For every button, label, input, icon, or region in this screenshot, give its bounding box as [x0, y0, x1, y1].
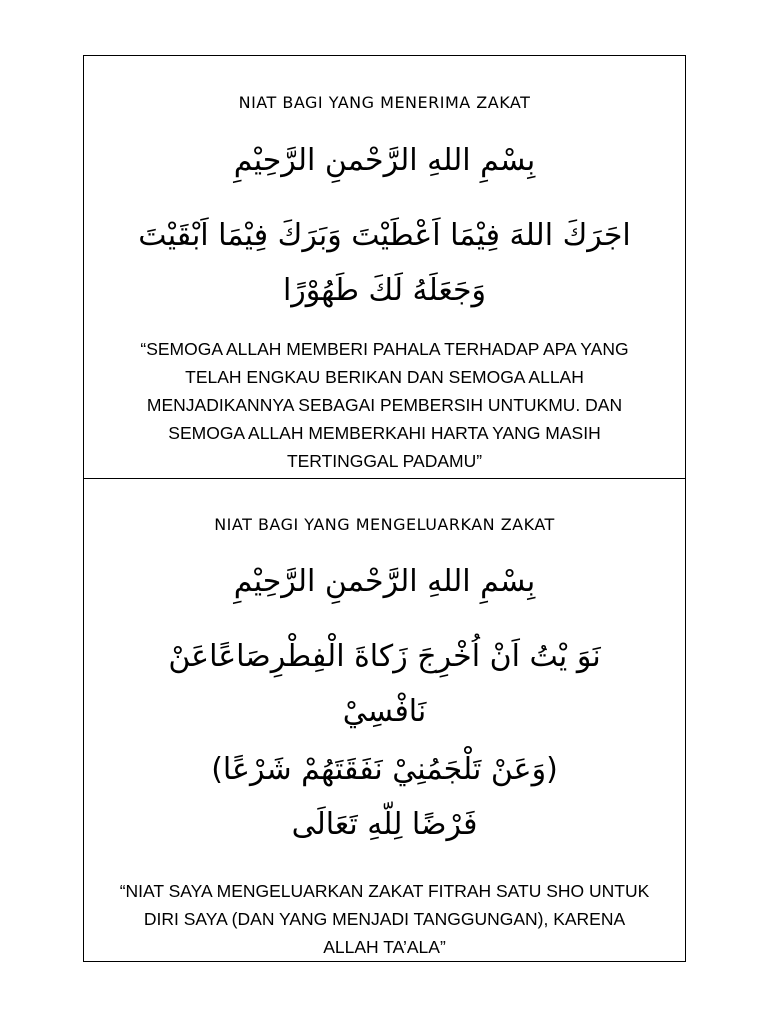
giver-translation-line-1: “NIAT SAYA MENGELUARKAN ZAKAT FITRAH SATU SHO UNTUK: [119, 881, 650, 901]
receiver-doa-line-1: اجَرَكَ اللهَ فِيْمَا اَعْطَيْتَ وَبَرَكَ فِيْمَا اَبْقَيْتَ: [138, 218, 631, 253]
giver-basmala: بِسْمِ اللهِ الرَّحْمنِ الرَّحِيْمِ: [233, 564, 536, 599]
giver-translation: [92, 877, 677, 961]
giver-niat-line-3: (وَعَنْ تَلْجَمُنِيْ نَفَقَتَهُمْ شَرْعًا): [211, 752, 558, 787]
giver-translation-line-2: DIRI SAYA (DAN YANG MENJADI TANGGUNGAN), KARENA: [143, 909, 626, 929]
receiver-heading: NIAT BAGI YANG MENERIMA ZAKAT: [238, 93, 531, 112]
giver-niat-line-4: فَرْضًا لِلّهِ تَعَالَى: [291, 807, 478, 842]
receiver-basmala: بِسْمِ اللهِ الرَّحْمنِ الرَّحِيْمِ: [233, 143, 536, 178]
giver-heading: NIAT BAGI YANG MENGELUARKAN ZAKAT: [214, 515, 555, 534]
giver-niat-line-1: نَوَ يْتُ اَنْ اُخْرِجَ زَكاةَ الْفِطْرِصَاعًاعَنْ: [168, 639, 601, 674]
receiver-translation-line-2: TELAH ENGKAU BERIKAN DAN SEMOGA ALLAH: [185, 367, 584, 387]
receiver-doa-line-2: وَجَعَلَهُ لَكَ طَهُوْرًا: [282, 273, 487, 308]
receiver-translation-line-1: “SEMOGA ALLAH MEMBERI PAHALA TERHADAP APA YANG: [140, 339, 629, 359]
receiver-translation-line-4: SEMOGA ALLAH MEMBERKAHI HARTA YANG MASIH: [168, 423, 601, 443]
receiver-translation-line-5: TERTINGGAL PADAMU”: [286, 451, 483, 471]
zakat-giver-card: [83, 478, 686, 962]
giver-niat-line-2: نَافْسِيْ: [342, 694, 427, 729]
receiver-translation-line-3: MENJADIKANNYA SEBAGAI PEMBERSIH UNTUKMU. DAN: [146, 395, 623, 415]
receiver-translation: [92, 335, 677, 475]
zakat-receiver-card: [83, 55, 686, 479]
giver-translation-line-3: ALLAH TA’ALA”: [323, 937, 446, 957]
